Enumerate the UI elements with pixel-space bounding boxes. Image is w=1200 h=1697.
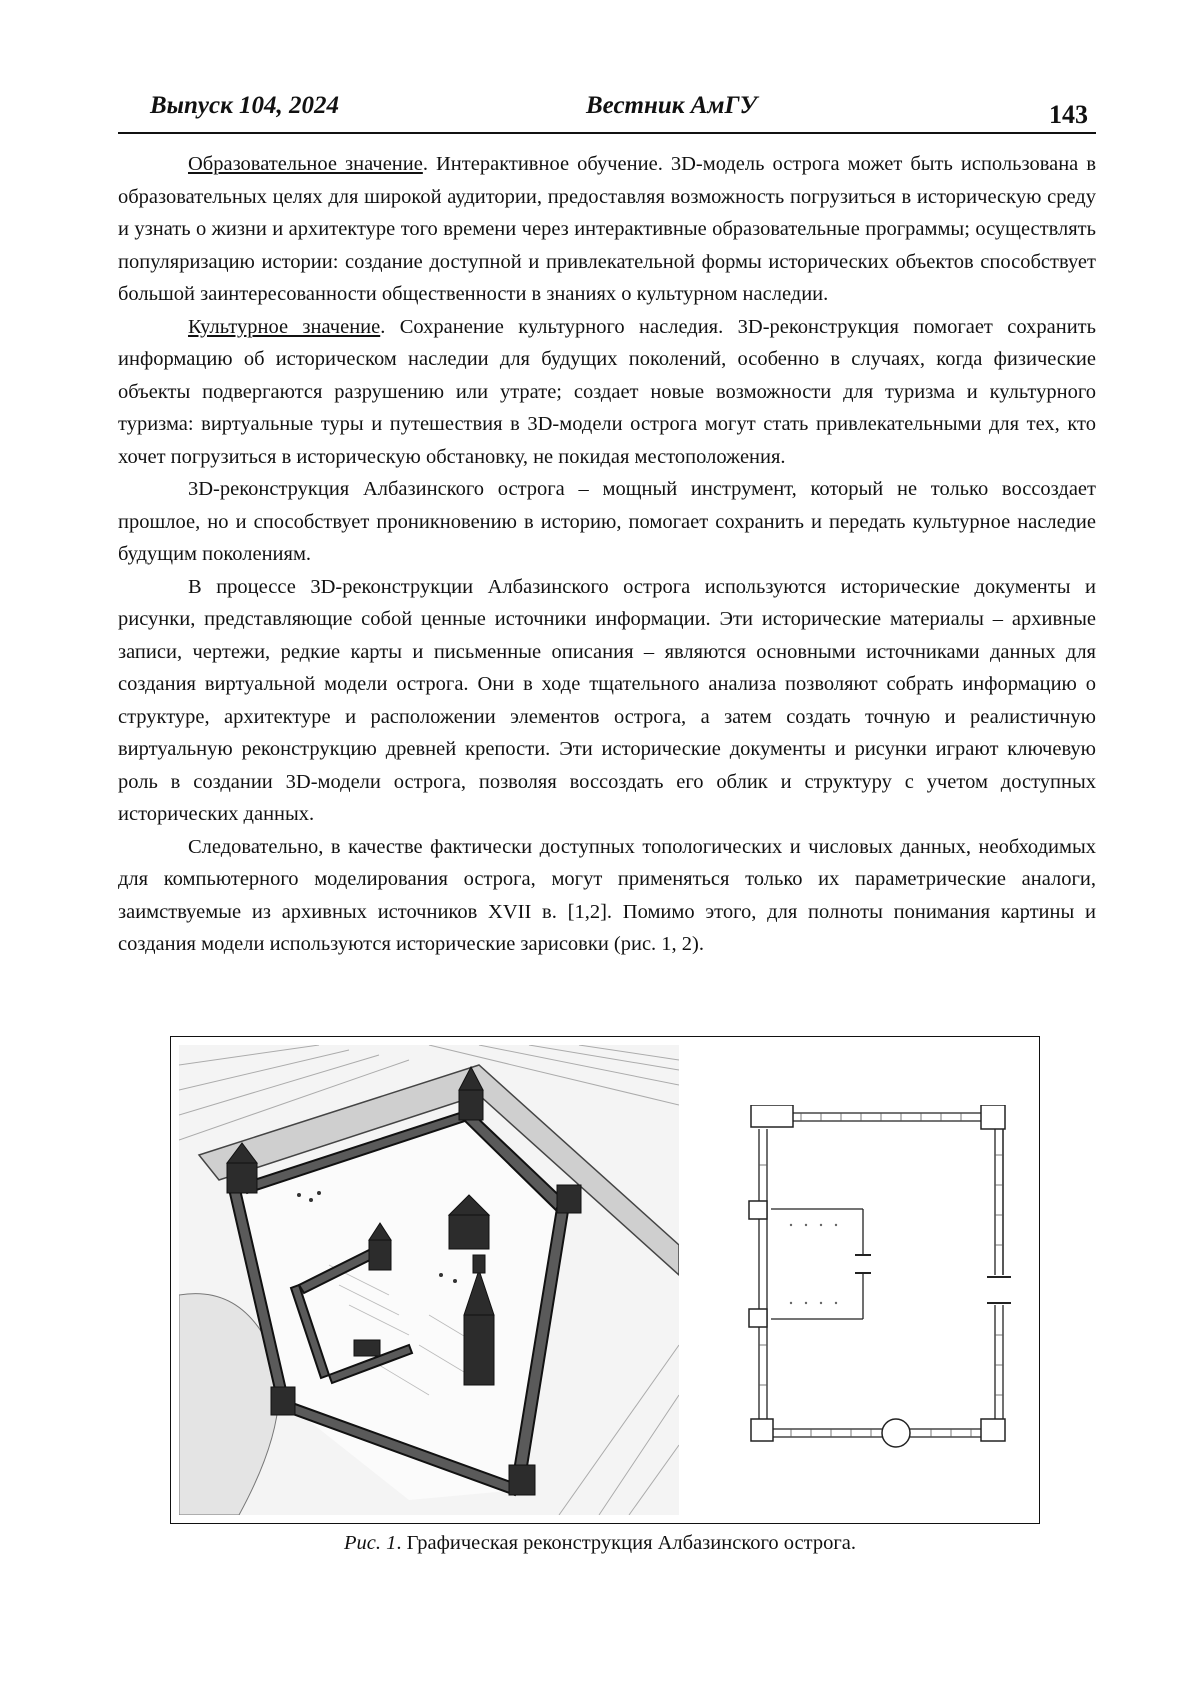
paragraph-cultural [118, 311, 1096, 474]
paragraph-text: . Сохранение культурного наследия. 3D-реконструкция помогает сохранить информацию об историческом наследии для будущих поколений, особенно в случаях, когда физические объекты подвергаются разрушению или утрате; создает новые возможности для туризма и культурного туризма: виртуальные туры и путешествия в 3D-модели острога могут стать привлекательными для тех, кто хочет погрузиться в историческую обстановку, не покидая местоположения. [118, 316, 1096, 468]
figure-label: Рис. 1 [344, 1532, 396, 1554]
paragraph-sources: В процессе 3D-реконструкции Албазинского острога используются исторические документы и рисунки, представляющие собой ценные источники информации. Эти исторические материалы – архивные записи, чертежи, редкие карты и письменные описания – являются основными источниками данных для создания виртуальной модели острога. Они в ходе тщательного анализа позволяют собрать информацию о структуре, архитектуре и расположении элементов острога, а затем создать точную и реалистичную виртуальную реконструкцию древней крепости. Эти исторические документы и рисунки играют ключевую роль в создании 3D-модели острога, позволяя воссоздать его облик и структуру с учетом доступных исторических данных. [118, 571, 1096, 831]
fort-perspective-drawing [179, 1045, 679, 1515]
paragraph-educational [118, 148, 1096, 311]
paragraph-lead: Образовательное значение [188, 153, 423, 175]
figure-1 [170, 1036, 1040, 1524]
paragraph-summary: 3D-реконструкция Албазинского острога – мощный инструмент, который не только воссоздает прошлое, но и способствует проникновению в историю, помогает сохранить и передать культурное наследие будущим поколениям. [118, 473, 1096, 571]
page [0, 0, 1200, 1697]
running-header [118, 92, 1096, 134]
paragraph-conclusion: Следовательно, в качестве фактически доступных топологических и числовых данных, необходимых для компьютерного моделирования острога, могут применяться только их параметрические аналоги, заимствуемые из архивных источников XVII в. [1,2]. Помимо этого, для полноты понимания картины и создания модели используются исторические зарисовки (рис. 1, 2). [118, 831, 1096, 961]
paragraph-lead: Культурное значение [188, 316, 380, 338]
figure-caption-text: . Графическая реконструкция Албазинского острога. [396, 1532, 856, 1554]
journal-title: Вестник АмГУ [586, 92, 757, 120]
page-number: 143 [1049, 100, 1088, 130]
paragraph-text: . Интерактивное обучение. 3D-модель острога может быть использована в образовательных целях для широкой аудитории, предоставляя возможность погрузиться в историческую среду и узнать о жизни и архитектуре того времени через интерактивные образовательные программы; осуществлять популяризацию истории: создание доступной и привлекательной формы исторических объектов способствует большой заинтересованности общественности в знаниях о культурном наследии. [118, 153, 1096, 305]
fort-floor-plan [741, 1105, 1036, 1461]
article-body [118, 148, 1096, 961]
figure-caption [0, 1532, 1200, 1555]
issue-label: Выпуск 104, 2024 [150, 92, 339, 120]
